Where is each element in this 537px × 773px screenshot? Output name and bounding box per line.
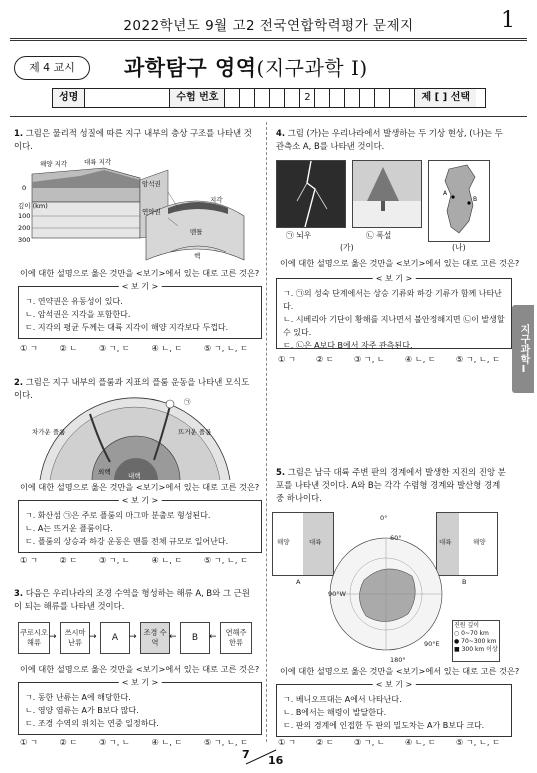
q1-label-crust: 지각 [210,196,223,204]
q4-option-4[interactable]: ④ ㄴ, ㄷ [404,354,436,364]
q5-label-90w: 90°W [328,590,346,598]
q4-photo-b-caption: ㉡ 폭설 [366,231,392,240]
q4-options [278,354,500,365]
q2-instruction: 이에 대한 설명으로 옳은 것만을 <보기>에서 있는 대로 고른 것은? [20,482,260,492]
q2-option-2[interactable]: ② ㄷ [59,555,78,565]
q3-option-5[interactable]: ⑤ ㄱ, ㄴ, ㄷ [203,737,248,747]
exam-no-box[interactable] [330,89,345,107]
q3-flow-box: 쿠로시오 해류 [18,622,50,654]
spacer [390,89,415,107]
exam-no-label: 수험 번호 [170,89,225,107]
q3-flow-box: 쓰시마 난류 [60,622,90,654]
q1-bogi-box [18,282,262,339]
q3-options [20,737,248,748]
q5-label-a: A [296,578,301,586]
q4-bogi-item: ㄷ. ㉡은 A보다 B에서 자주 관측된다. [283,341,413,350]
q5-legend-item-label: 70~300 km [461,638,497,645]
arrow-right-icon: → [129,632,137,642]
q5-option-4[interactable]: ④ ㄴ, ㄷ [404,737,436,747]
question-3 [14,587,256,613]
header-divider [10,38,527,39]
q5-inset-a [272,512,334,576]
q5-legend-item-label: 0~70 km [461,630,489,637]
exam-no-box[interactable] [225,89,240,107]
name-label: 성명 [53,89,85,107]
page-indicator [238,748,288,766]
q4-photo-thunderstorm [276,160,346,228]
q2-option-4[interactable]: ④ ㄴ, ㄷ [151,555,183,565]
header-divider-2 [10,40,527,41]
q2-label-outer-core: 외핵 [98,468,111,476]
q4-photo-snowfall [352,160,422,228]
q2-bogi-item: ㄷ. 플룸의 상승과 하강 운동은 맨틀 전체 규모로 일어난다. [25,537,229,546]
q1-option-1[interactable]: ① ㄱ [20,343,38,353]
q1-label-depth: 깊이 (km) [18,202,48,210]
q2-bogi-item: ㄴ. A는 뜨거운 플룸이다. [25,524,113,533]
q5-epicenter-figure [272,512,498,664]
q3-flow-box: 연해주 한류 [220,622,252,654]
q3-flow-box-b: B [180,622,210,654]
exam-no-box[interactable] [360,89,375,107]
q3-current-flow [18,618,252,658]
arrow-left-icon: ← [169,632,177,642]
q2-label-inner-core: 내핵 [128,472,141,480]
subject-title [124,52,368,82]
subject-sub: (지구과학 Ⅰ) [256,56,368,80]
q5-text: 그림은 남극 대륙 주변 판의 경계에서 발생한 지진의 진앙 분포를 나타낸 것이다. A와 B는 각각 수렴형 경계와 발산형 경계 중 하나이다. [276,467,506,503]
q4-bogi-box [276,274,512,350]
choice-label: 제 [ ] 선택 [415,89,476,107]
exam-no-box[interactable] [315,89,330,107]
q5-option-2[interactable]: ② ㄷ [315,737,334,747]
student-id-bar [52,88,486,108]
station-a-label: A [443,190,448,197]
q1-label-cont-crust: 대륙 지각 [84,158,112,166]
korea-peninsula-icon [429,161,489,241]
exam-no-box[interactable] [270,89,285,107]
q3-flow-box-a: A [100,622,130,654]
exam-no-box[interactable] [375,89,390,107]
q2-bogi-item: ㄱ. 화산섬 ㉠은 주로 플룸의 마그마 분출로 형성된다. [25,511,211,520]
q1-bogi-item: ㄷ. 지각의 평균 두께는 대륙 지각이 해양 지각보다 두껍다. [25,323,229,332]
station-b-label: B [473,196,478,203]
q2-option-1[interactable]: ① ㄱ [20,555,38,565]
q4-label-na: (나) [452,243,466,252]
q2-label-island: ㉠ [184,398,191,406]
q5-option-1[interactable]: ① ㄱ [278,737,296,747]
q2-plume-figure [30,394,240,480]
q1-instruction: 이에 대한 설명으로 옳은 것만을 <보기>에서 있는 대로 고른 것은? [20,268,260,278]
q1-option-3[interactable]: ③ ㄱ, ㄷ [98,343,130,353]
q1-earth-structure-figure [18,156,256,264]
q1-option-2[interactable]: ② ㄴ [59,343,78,353]
subject-side-tab: 지구과학Ⅰ [512,305,534,393]
q5-option-3[interactable]: ③ ㄱ, ㄴ [353,737,385,747]
current-page: 7 [242,748,250,761]
q4-photo-a-caption: ㉠ 뇌우 [286,231,312,240]
lightning-icon [277,161,345,227]
q3-bogi-item: ㄴ. 영양 염류는 A가 B보다 많다. [25,706,139,715]
q2-label-hot-plume: 뜨거운 플룸 [178,428,212,436]
q1-label-asthenosphere: 연약권 [142,208,161,216]
q3-option-1[interactable]: ① ㄱ [20,737,38,747]
q5-bogi-box [276,680,512,737]
q1-number: 1. [14,128,24,138]
q4-option-1[interactable]: ① ㄱ [278,354,296,364]
q4-bogi-item: ㄱ. ㉠의 성숙 단계에서는 상승 기류와 하강 기류가 함께 나타난다. [283,289,502,311]
q4-bogi-title: < 보 기 > [373,273,416,284]
q1-label-core: 핵 [194,252,201,260]
question-1 [14,127,256,153]
q3-text: 다음은 우리나라의 조경 수역을 형성하는 해류 A, B와 그 근원이 되는 해류를 나타낸 것이다. [14,588,250,611]
q1-bogi-item: ㄱ. 연약권은 유동성이 있다. [25,297,123,306]
q5-legend-title: 진원 깊이 [454,622,480,629]
q3-bogi-item: ㄱ. 동한 난류는 A에 해당한다. [25,693,131,702]
q5-inset-b [436,512,498,576]
q4-label-ga: (가) [340,243,354,252]
q3-bogi-box [18,678,262,735]
q2-bogi-box [18,496,262,553]
q4-korea-map [428,160,490,242]
q4-number: 4. [276,128,286,138]
q4-option-5[interactable]: ⑤ ㄱ, ㄴ, ㄷ [455,354,500,364]
q1-label-lithosphere: 암석권 [142,180,161,188]
q2-options [20,555,248,566]
q1-tick-100: 100 [18,212,31,220]
q1-bogi-title: < 보 기 > [119,281,162,292]
q3-number: 3. [14,588,24,598]
snow-tree-icon [353,161,421,227]
q2-text: 그림은 지구 내부의 플룸과 지표의 플룸 운동을 나타낸 모식도이다. [14,377,250,400]
arrow-right-icon: → [89,632,97,642]
q5-options [278,737,500,748]
q5-option-5[interactable]: ⑤ ㄱ, ㄴ, ㄷ [455,737,500,747]
q3-option-4[interactable]: ④ ㄴ, ㄷ [151,737,183,747]
q5-label-180: 180° [390,656,406,664]
page-number: 1 [501,8,515,33]
q1-tick-200: 200 [18,224,31,232]
q5-label-0: 0° [380,514,388,522]
q4-option-3[interactable]: ③ ㄱ, ㄴ [353,354,385,364]
q1-label-mantle: 맨틀 [190,228,203,236]
exam-no-box[interactable] [285,89,300,107]
column-separator [266,122,267,742]
q5-legend-item: ■ 300 km 이상 [454,646,498,653]
exam-no-box[interactable] [345,89,360,107]
q5-legend-item: ● 70~300 km [454,638,497,645]
q5-label-b: B [462,578,467,586]
exam-no-digit: 2 [300,89,315,107]
q5-legend-item-label: 300 km 이상 [461,646,498,653]
exam-no-box[interactable] [240,89,255,107]
q5-bogi-item: ㄱ. 베니오프대는 A에서 나타난다. [283,695,402,704]
q5-bogi-title: < 보 기 > [373,679,416,690]
q5-legend [452,620,500,662]
q4-instruction: 이에 대한 설명으로 옳은 것만을 <보기>에서 있는 대로 고른 것은? [280,258,520,268]
q2-bogi-title: < 보 기 > [119,495,162,506]
q5-inset-b-continent-label: 대륙 [439,538,452,546]
body-divider [10,116,527,117]
q2-option-5[interactable]: ⑤ ㄱ, ㄴ, ㄷ [203,555,248,565]
q1-option-4[interactable]: ④ ㄴ, ㄷ [151,343,183,353]
q2-option-3[interactable]: ③ ㄱ, ㄴ [98,555,130,565]
q5-bogi-item: ㄷ. 판의 경계에 인접한 두 판의 밀도차는 A가 B보다 크다. [283,721,485,730]
exam-title: 2022학년도 9월 고2 전국연합학력평가 문제지 [123,18,414,34]
q3-flow-box-fishing-ground: 조경 수역 [140,622,170,654]
q5-label-lat60: 60° [390,534,402,542]
question-5 [276,466,508,505]
q1-options [20,343,248,354]
q5-label-90e: 90°E [424,640,440,648]
subject-main: 과학탐구 영역 [124,56,257,80]
q2-number: 2. [14,377,24,387]
q5-inset-a-ocean-label: 해양 [277,538,290,546]
q2-label-cold-plume: 차가운 플룸 [32,428,66,436]
q5-inset-b-ocean-label: 해양 [473,538,486,546]
q3-instruction: 이에 대한 설명으로 옳은 것만을 <보기>에서 있는 대로 고른 것은? [20,664,260,674]
arrow-right-icon: → [49,632,57,642]
question-4 [276,127,508,153]
q1-bogi-item: ㄴ. 암석권은 지각을 포함한다. [25,310,131,319]
q3-option-3[interactable]: ③ ㄱ, ㄴ [98,737,130,747]
q5-number: 5. [276,467,286,477]
q3-bogi-item: ㄷ. 조경 수역의 위치는 연중 일정하다. [25,719,159,728]
q5-inset-a-continent-label: 대륙 [309,538,322,546]
q4-bogi-item: ㄴ. 시베리아 기단이 황해를 지나면서 불안정해지면 ㉡이 발생할 수 있다. [283,315,505,337]
q1-text: 그림은 물리적 성질에 따른 지구 내부의 층상 구조를 나타낸 것이다. [14,128,252,151]
q5-instruction: 이에 대한 설명으로 옳은 것만을 <보기>에서 있는 대로 고른 것은? [280,666,520,676]
arrow-left-icon: ← [209,632,217,642]
q3-option-2[interactable]: ② ㄷ [59,737,78,747]
total-pages: 16 [268,754,284,767]
q5-legend-item: ○ 0~70 km [454,630,489,637]
name-field[interactable] [85,89,170,107]
q5-bogi-item: ㄴ. B에서는 해령이 발달한다. [283,708,387,717]
session-badge: 제 4 교시 [14,56,90,80]
q1-option-5[interactable]: ⑤ ㄱ, ㄴ, ㄷ [203,343,248,353]
q1-tick-300: 300 [18,236,31,244]
q4-option-2[interactable]: ② ㄷ [315,354,334,364]
q1-label-ocean-crust: 해양 지각 [40,160,68,168]
exam-no-box[interactable] [255,89,270,107]
q4-text: 그림 (가)는 우리나라에서 발생하는 두 기상 현상, (나)는 두 관측소 A, B를 나타낸 것이다. [276,128,503,151]
q3-bogi-title: < 보 기 > [119,677,162,688]
q1-tick-0: 0 [22,184,27,192]
